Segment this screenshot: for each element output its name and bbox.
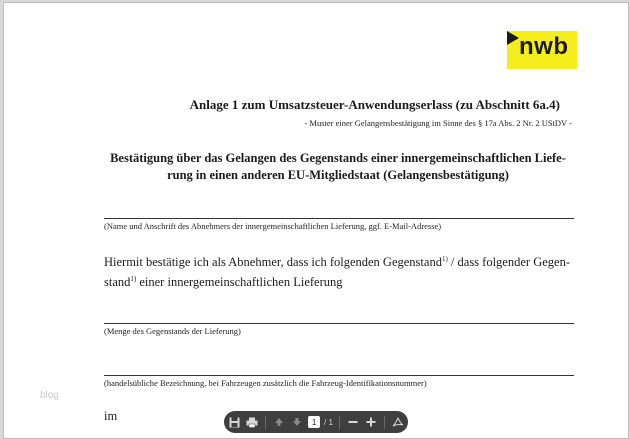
description-caption: (handelsübliche Bezeichnung, bei Fahrzeugen zusätzlich die Fahrzeug-Identifikationsnummer) [104,378,427,388]
acrobat-icon[interactable] [391,415,405,429]
footnote-mark-2: 1) [130,274,137,283]
toolbar-separator [384,416,385,429]
document-title: Anlage 1 zum Umsatzsteuer-Anwendungserlass (zu Abschnitt 6a.4) [189,97,560,112]
zoom-out-icon[interactable] [346,415,360,429]
footnote-mark-1: 1) [441,254,448,263]
toolbar-separator [339,416,340,429]
confirmation-text [104,252,574,292]
document-heading [108,150,568,184]
quantity-line [104,323,574,324]
body-text-part-3: stand [104,275,131,289]
heading-line-2: rung in einen anderen EU-Mitgliedstaat (Gelangensbestätigung) [167,168,509,182]
page-number-input[interactable]: 1 [308,416,320,428]
print-icon[interactable] [245,415,259,429]
save-icon[interactable] [227,415,241,429]
page-down-icon[interactable] [290,415,304,429]
im-text: im [104,409,118,423]
logo-arrow-icon [507,31,519,45]
toolbar-separator [265,416,266,429]
name-address-line [104,218,574,219]
logo-text: nwb [519,33,569,60]
document-subtitle: - Muster einer Gelangensbestätigung im Sinne des § 17a Abs. 2 Nr. 2 UStDV - [304,118,572,128]
watermark: blog [40,390,59,401]
page-total: / 1 [324,417,333,427]
body-text-part-4: einer innergemeinschaftlichen Lieferung [136,275,343,289]
document-page [3,2,629,439]
heading-line-1: Bestätigung über das Gelangen des Gegenstands einer innergemeinschaftlichen Liefe- [110,151,566,165]
pdf-toolbar [224,411,408,433]
page-up-icon[interactable] [272,415,286,429]
body-text-part-1: Hiermit bestätige ich als Abnehmer, dass ich folgenden Gegenstand [104,255,442,269]
zoom-in-icon[interactable] [364,415,378,429]
description-line [104,375,574,376]
nwb-logo [507,31,577,69]
name-address-caption: (Name und Anschrift des Abnehmers der innergemeinschaftlichen Lieferung, ggf. E-Mail-Adresse) [104,221,442,231]
body-text-part-2: / dass folgender Gegen- [447,255,570,269]
quantity-caption: (Menge des Gegenstands der Lieferung) [104,326,241,336]
